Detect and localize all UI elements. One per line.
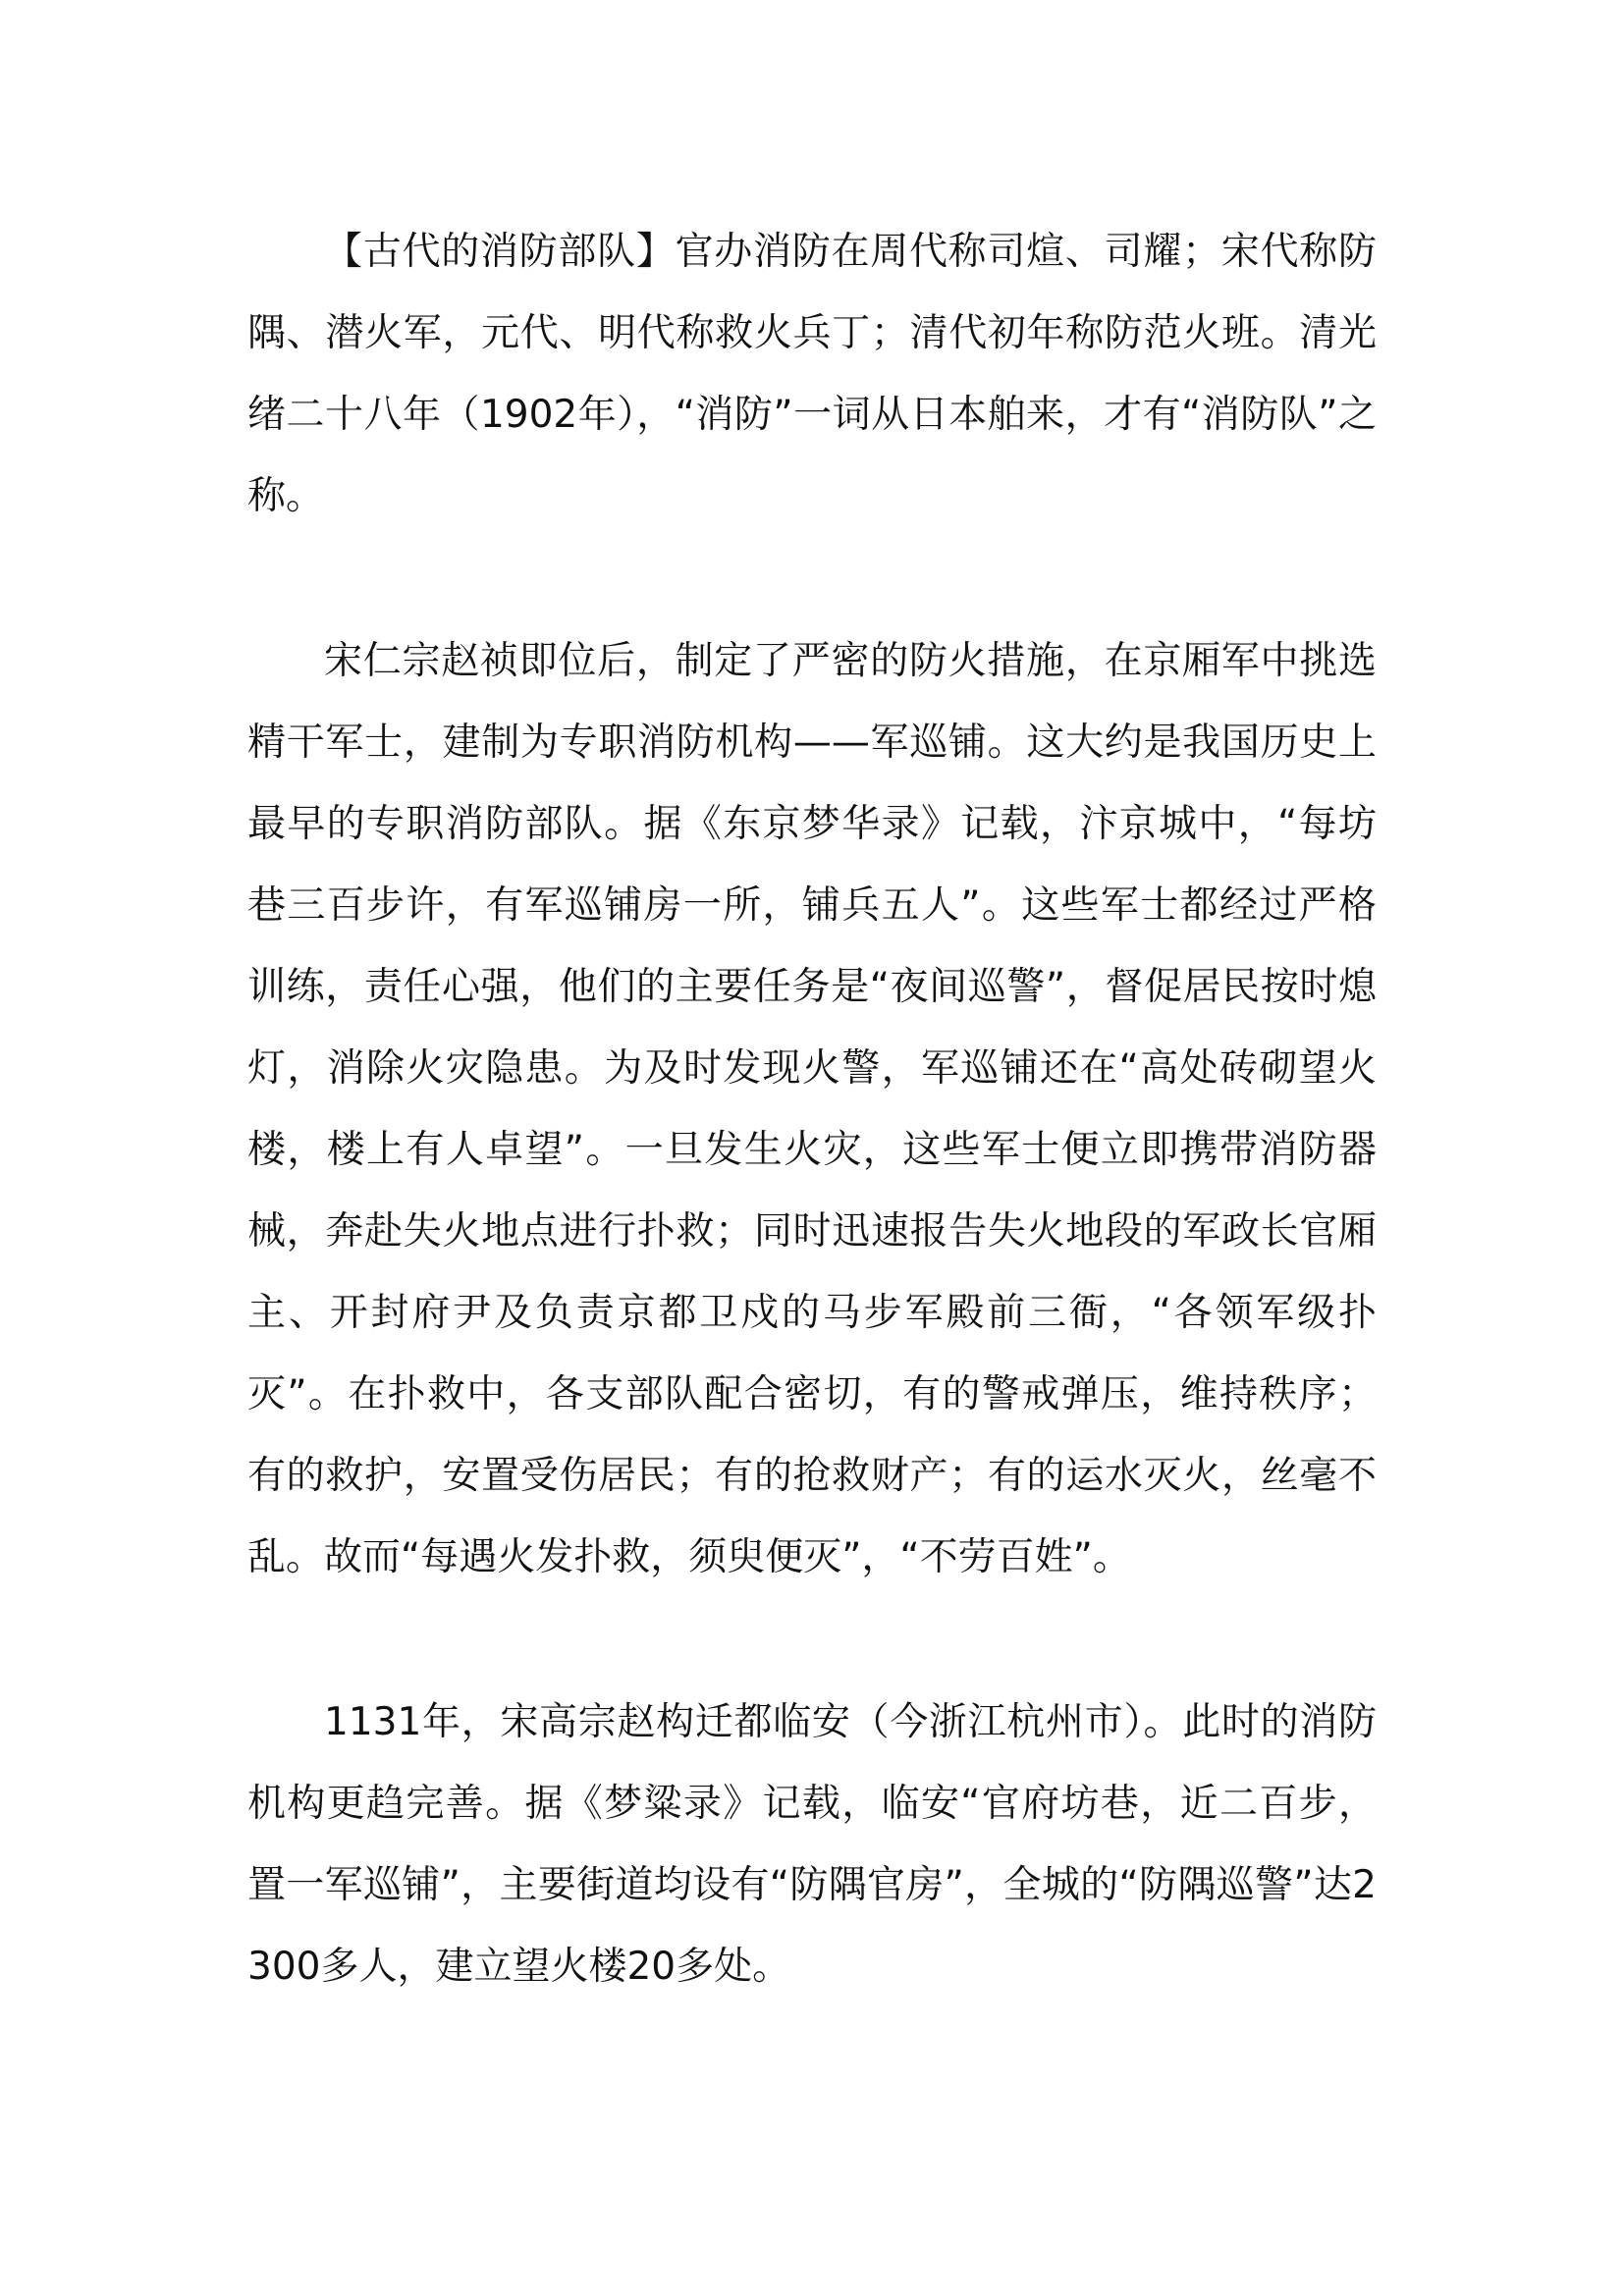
paragraph-song-renzong-patrol-posts: 宋仁宗赵祯即位后，制定了严密的防火措施，在京厢军中挑选精干军士，建制为专职消防机构——军巡铺。这大约是我国历史上最早的专职消防部队。据《东京梦华录》记载，汴京城中，“每坊巷三百步许，有军巡铺房一所，铺兵五人”。这些军士都经过严格训练，责任心强，他们的主要任务是“夜间巡警”，督促居民按时熄灯，消除火灾隐患。为及时发现火警，军巡铺还在“高处砖砌望火楼，楼上有人卓望”。一旦发生火灾，这些军士便立即携带消防器械，奔赴失火地点进行扑救；同时迅速报告失火地段的军政长官厢主、开封府尹及负责京都卫戍的马步军殿前三衙，“各领军级扑灭”。在扑救中，各支部队配合密切，有的警戒弹压，维持秩序；有的救护，安置受伤居民；有的抢救财产；有的运水灭火，丝毫不乱。故而“每遇火发扑救，须臾便灭”，“不劳百姓”。 xyxy=(247,639,1377,1579)
paragraph-lin-an-capital: 1131年，宋高宗赵构迁都临安（今浙江杭州市）。此时的消防机构更趋完善。据《梦粱录》记载，临安“官府坊巷，近二百步，置一军巡铺”，主要街道均设有“防隅官房”，全城的“防隅巡警”达2300多人，建立望火楼20多处。 xyxy=(247,1700,1377,1989)
paragraph-ancient-fire-brigades: 【古代的消防部队】官办消防在周代称司煊、司耀；宋代称防隅、潜火军，元代、明代称救火兵丁；清代初年称防范火班。清光绪二十八年（1902年），“消防”一词从日本舶来，才有“消防队”之称。 xyxy=(247,230,1377,518)
article-body xyxy=(247,211,1377,2007)
